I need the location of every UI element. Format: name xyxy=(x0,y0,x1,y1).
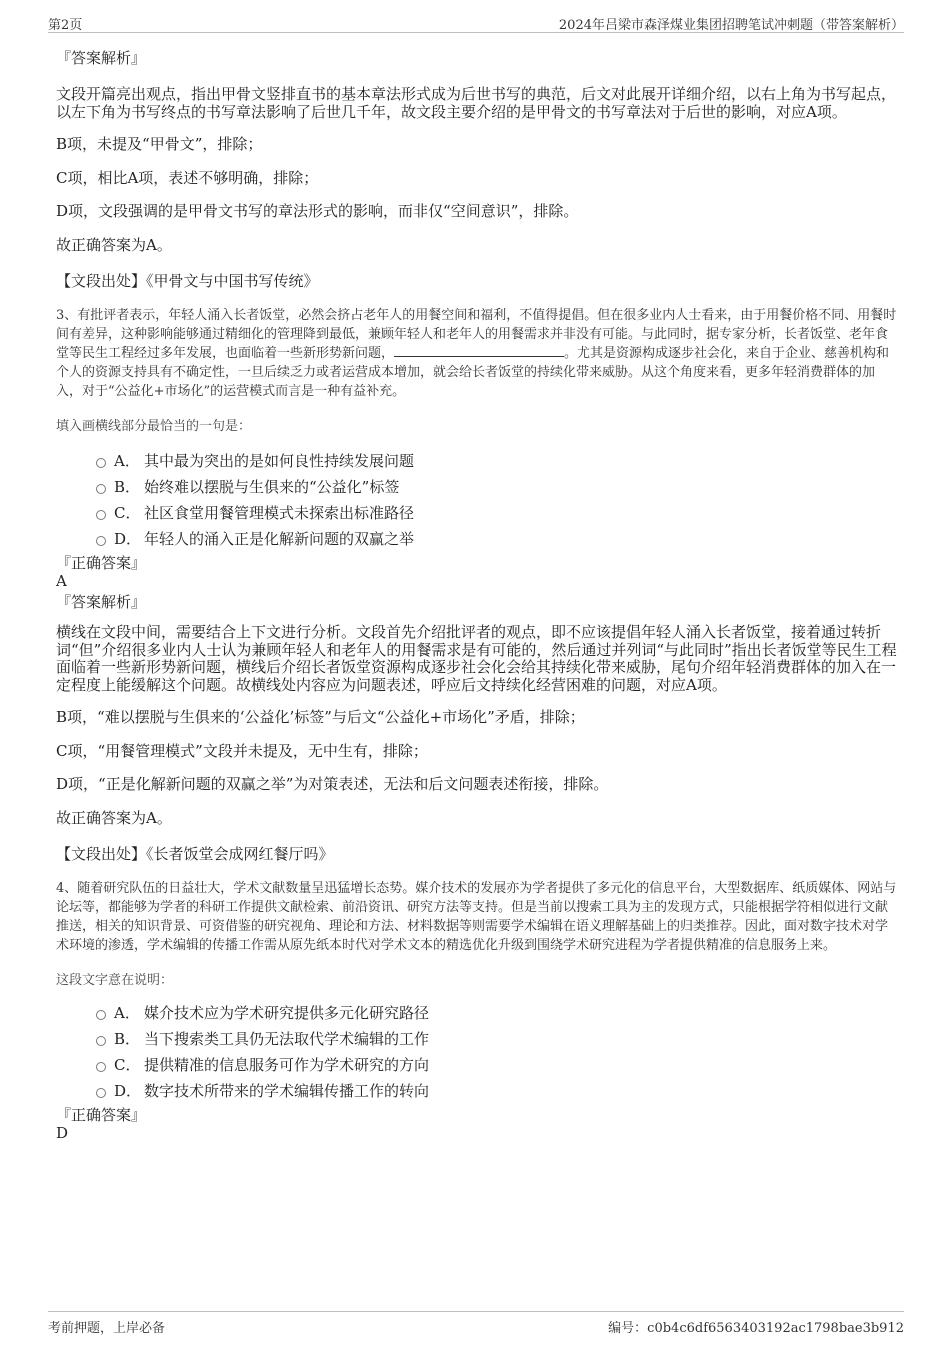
correct-answer: A xyxy=(56,572,67,590)
radio-icon[interactable] xyxy=(96,1088,106,1098)
document-id: 编号：c0b4c6df6563403192ac1798bae3b912 xyxy=(608,1321,904,1336)
option-b[interactable]: B． 当下搜索类工具仍无法取代学术编辑的工作 xyxy=(96,1026,900,1052)
radio-icon[interactable] xyxy=(96,1036,106,1046)
question-4-options xyxy=(56,1000,900,1104)
radio-icon[interactable] xyxy=(96,458,106,468)
radio-icon[interactable] xyxy=(96,510,106,520)
analysis-paragraph: C项，“用餐管理模式”文段并未提及，无中生有，排除； xyxy=(56,741,428,760)
correct-answer-label: 『正确答案』 xyxy=(56,1106,147,1124)
fill-in-blank-line xyxy=(394,344,564,357)
analysis-label: 『答案解析』 xyxy=(56,593,147,611)
analysis-paragraph: 横线在文段中间，需要结合上下文进行分析。文段首先介绍批评者的观点，即不应该提倡年轻人涌入长者饭堂，接着通过转折词“但”介绍很多业内人士认为兼顾年轻人和老年人的用餐需求是有可能的，然后通过并列词“与此同时”指出长者饭堂等民生工程面临着一些新形势新问题，横线后介绍长者饭堂资源构成逐步社会化会给其持续化带来威胁，尾句介绍年轻消费群体的加入在一定程度上能缓解这个问题。故横线处内容应为问题表述，呼应后文持续化经营困难的问题，对应A项。 xyxy=(56,623,897,694)
page-header xyxy=(48,12,904,33)
conclusion-paragraph: 故正确答案为A。 xyxy=(56,808,172,827)
radio-icon[interactable] xyxy=(96,484,106,494)
source-citation: 【文段出处】《长者饭堂会成网红餐厅吗》 xyxy=(56,845,334,863)
option-c[interactable]: C． 提供精准的信息服务可作为学术研究的方向 xyxy=(96,1052,900,1078)
analysis-paragraph: D项，文段强调的是甲骨文书写的章法形式的影响，而非仅“空间意识”，排除。 xyxy=(56,202,579,220)
radio-icon[interactable] xyxy=(96,1062,106,1072)
option-b[interactable]: B． 始终难以摆脱与生俱来的“公益化”标签 xyxy=(96,474,900,500)
radio-icon[interactable] xyxy=(96,1010,106,1020)
conclusion-paragraph: 故正确答案为A。 xyxy=(56,235,172,254)
source-citation: 【文段出处】《甲骨文与中国书写传统》 xyxy=(56,272,319,290)
question-4-prompt: 这段文字意在说明： xyxy=(56,973,174,988)
analysis-paragraph: 文段开篇亮出观点，指出甲骨文竖排直书的基本章法形式成为后世书写的典范，后文对此展开详细介绍，以右上角为书写起点，以左下角为书写终点的书写章法影响了后世几千年，故文段主要介绍的是甲骨文的书写章法对于后世的影响，对应A项。 xyxy=(56,85,897,121)
document-title: 2024年吕梁市森泽煤业集团招聘笔试冲刺题（带答案解析） xyxy=(558,18,904,33)
option-a[interactable]: A． 媒介技术应为学术研究提供多元化研究路径 xyxy=(96,1000,900,1026)
option-d[interactable]: D． 年轻人的涌入正是化解新问题的双赢之举 xyxy=(96,526,900,552)
analysis-paragraph: B项，未提及“甲骨文”，排除； xyxy=(56,135,263,153)
analysis-label: 『答案解析』 xyxy=(56,49,147,67)
question-3-prompt: 填入画横线部分最恰当的一句是： xyxy=(56,419,252,434)
correct-answer: D xyxy=(56,1124,69,1142)
page-content xyxy=(56,45,900,1142)
question-4-text: 4、随着研究队伍的日益壮大，学术文献数量呈迅猛增长态势。媒介技术的发展亦为学者提供了多元化的信息平台，大型数据库、纸质媒体、网站与论坛等，都能够为学者的科研工作提供文献检索、前沿资讯、研究方法等支持。但是当前以搜索工具为主的发现方式，只能根据学符相似进行文献推送，相关的知识背景、可资借鉴的研究视角、理论和方法、材料数据等则需要学术编辑在语义理解基础上的归类推荐。因此，面对数字技术对学术环境的渗透，学术编辑的传播工作需从原先纸本时代对学术文本的精选优化升级到围绕学术研究进程为学者提供精准的信息服务上来。 xyxy=(56,881,897,953)
analysis-paragraph: B项，“难以摆脱与生俱来的‘公益化’标签”与后文“公益化+市场化”矛盾，排除； xyxy=(56,708,585,726)
page-number: 第2页 xyxy=(48,18,83,33)
option-a[interactable]: A． 其中最为突出的是如何良性持续发展问题 xyxy=(96,448,900,474)
correct-answer-label: 『正确答案』 xyxy=(56,554,147,572)
analysis-paragraph: C项，相比A项，表述不够明确，排除； xyxy=(56,168,319,187)
analysis-paragraph: D项，“正是化解新问题的双赢之举”为对策表述，无法和后文问题表述衔接，排除。 xyxy=(56,775,609,793)
option-d[interactable]: D． 数字技术所带来的学术编辑传播工作的转向 xyxy=(96,1078,900,1104)
option-c[interactable]: C． 社区食堂用餐管理模式未探索出标准路径 xyxy=(96,500,900,526)
page-footer xyxy=(48,1311,904,1336)
radio-icon[interactable] xyxy=(96,536,106,546)
question-3-text: 3、有批评者表示，年轻人涌入长者饭堂，必然会挤占老年人的用餐空间和福利，不值得提倡。但在很多业内人士看来，由于用餐价格不同、用餐时间有差异，这种影响能够通过精细化的管理降到最低，兼顾年轻人和老年人的用餐需求并非没有可能。与此同时，据专家分析，长者饭堂、老年食堂等民生工程经过多年发展，也面临着一些新形势新问题， 。尤其是资源构成逐步社会化，来自于企业、慈善机构和个人的资源支持具有不确定性，一旦后续乏力或者运营成本增加，就会给长者饭堂的持续化带来威胁。从这个角度来看，更多年轻消费群体的加入，对于“公益化+市场化”的运营模式而言是一种有益补充。 xyxy=(56,308,897,399)
footer-slogan: 考前押题，上岸必备 xyxy=(48,1321,166,1336)
question-3-options xyxy=(56,448,900,552)
